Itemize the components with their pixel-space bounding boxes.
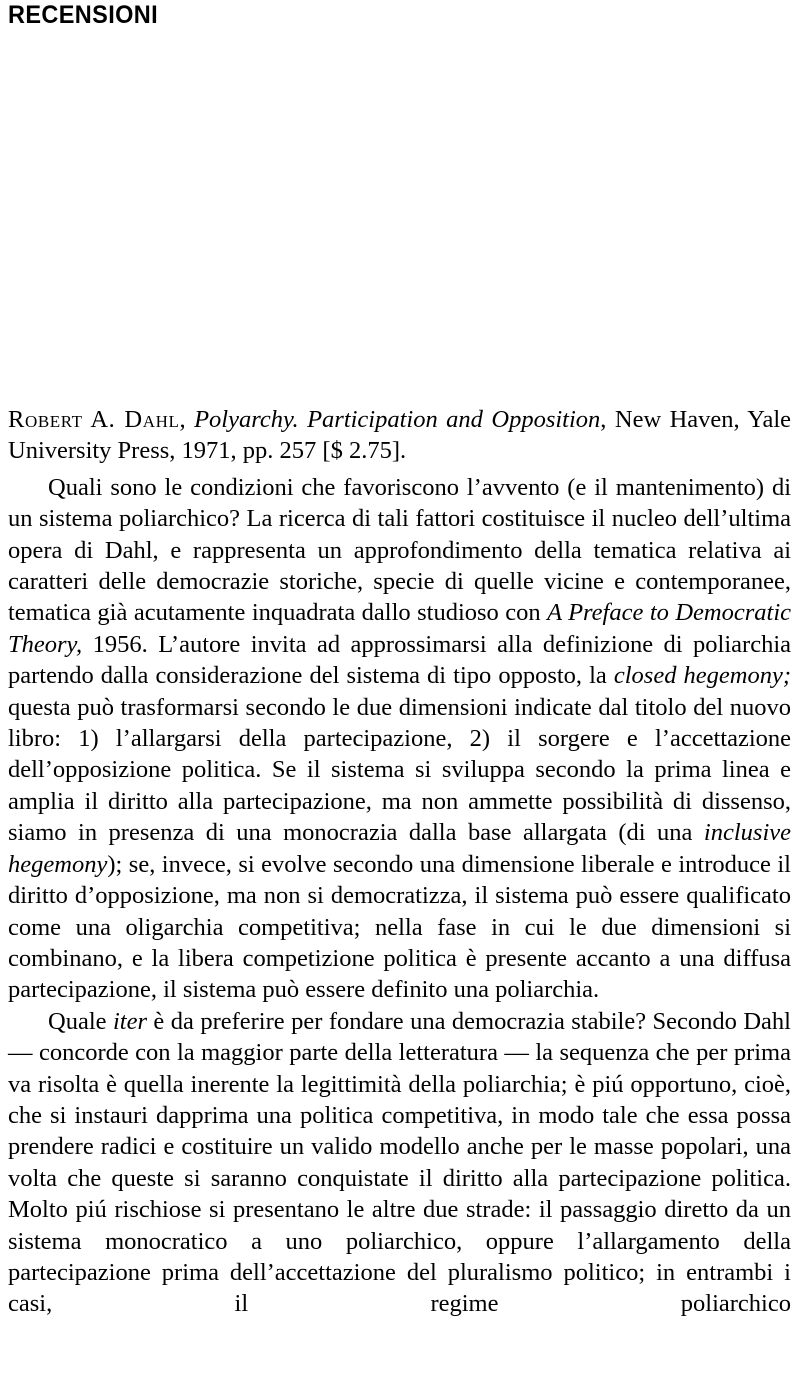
biblio-work-title: Polyarchy. Participation and Opposition <box>194 406 601 433</box>
text-run: Quali sono le condizioni che favoriscono l’avvento (e il mantenimento) di un sistema poliarchico? La ricerca di tali fattori costituisce il nucleo dell’ultima opera di Dahl, e rappresenta un approfondimento della tematica relativa ai caratteri delle democrazie storiche, specie di quelle vicine e contemporanee, tematica già acutamente inquadrata dallo studioso con <box>8 473 791 627</box>
body-paragraph <box>8 472 791 1006</box>
text-run-italic: iter <box>112 1007 147 1035</box>
running-head: RECENSIONI <box>8 1 159 29</box>
text-run-italic: A Preface to Democratic Theory, <box>8 599 791 658</box>
text-run: è da preferire per fondare una democrazia stabile? Secondo Dahl — concorde con la maggior parte della letteratura — la sequenza che per prima va risolta è quella inerente la legittimità della poliarchia; è piú opportuno, cioè, che si instauri dapprima una politica competitiva, in modo tale che essa possa prendere radici e costituire un valido modello anche per le masse popolari, una volta che queste si saranno conquistate il diritto alla partecipazione politica. Molto piú rischiose si presentano le altre due strade: il passaggio diretto da un sistema monocratico a uno poliarchico, oppure l’allargamento della partecipazione prima dell’accettazione del pluralismo politico; in entrambi i casi, il regime poliarchico <box>8 1007 791 1318</box>
text-run-italic: inclusive hegemony <box>8 819 791 878</box>
body-paragraph <box>8 1006 791 1351</box>
text-run: Quale <box>48 1007 113 1035</box>
text-run: questa può trasformarsi secondo le due dimensioni indicate dal titolo del nuovo libro: 1) l’allargarsi della partecipazione, 2) il sorgere e l’accettazione dell’opposizione politica. Se il sistema si sviluppa secondo la prima linea e amplia il diritto alla partecipazione, ma non ammette possibilità di dissenso, siamo in presenza di una monocrazia dalla base allargata (di una <box>8 693 791 847</box>
text-block <box>8 404 791 1351</box>
biblio-imprint: , New Haven, Yale University Press, 1971, pp. 257 [$ 2.75]. <box>8 406 792 465</box>
text-run-italic: closed hegemony; <box>613 662 791 690</box>
text-run: 1956. L’autore invita ad approssimarsi alla definizione di poliarchia partendo dalla considerazione del sistema di tipo opposto, la <box>8 630 791 690</box>
bibliographic-entry <box>8 404 791 467</box>
biblio-author: Robert A. Dahl <box>8 406 180 433</box>
text-run: ); se, invece, si evolve secondo una dimensione liberale e introduce il diritto d’opposizione, ma non si democratizza, il sistema può essere qualificato come una oligarchia competitiva; nella fase in cui le due dimensioni si combinano, e la libera competizione politica è presente accanto a una diffusa partecipazione, il sistema può essere definito una poliarchia. <box>8 850 791 1004</box>
biblio-author-separator: , <box>179 406 195 433</box>
